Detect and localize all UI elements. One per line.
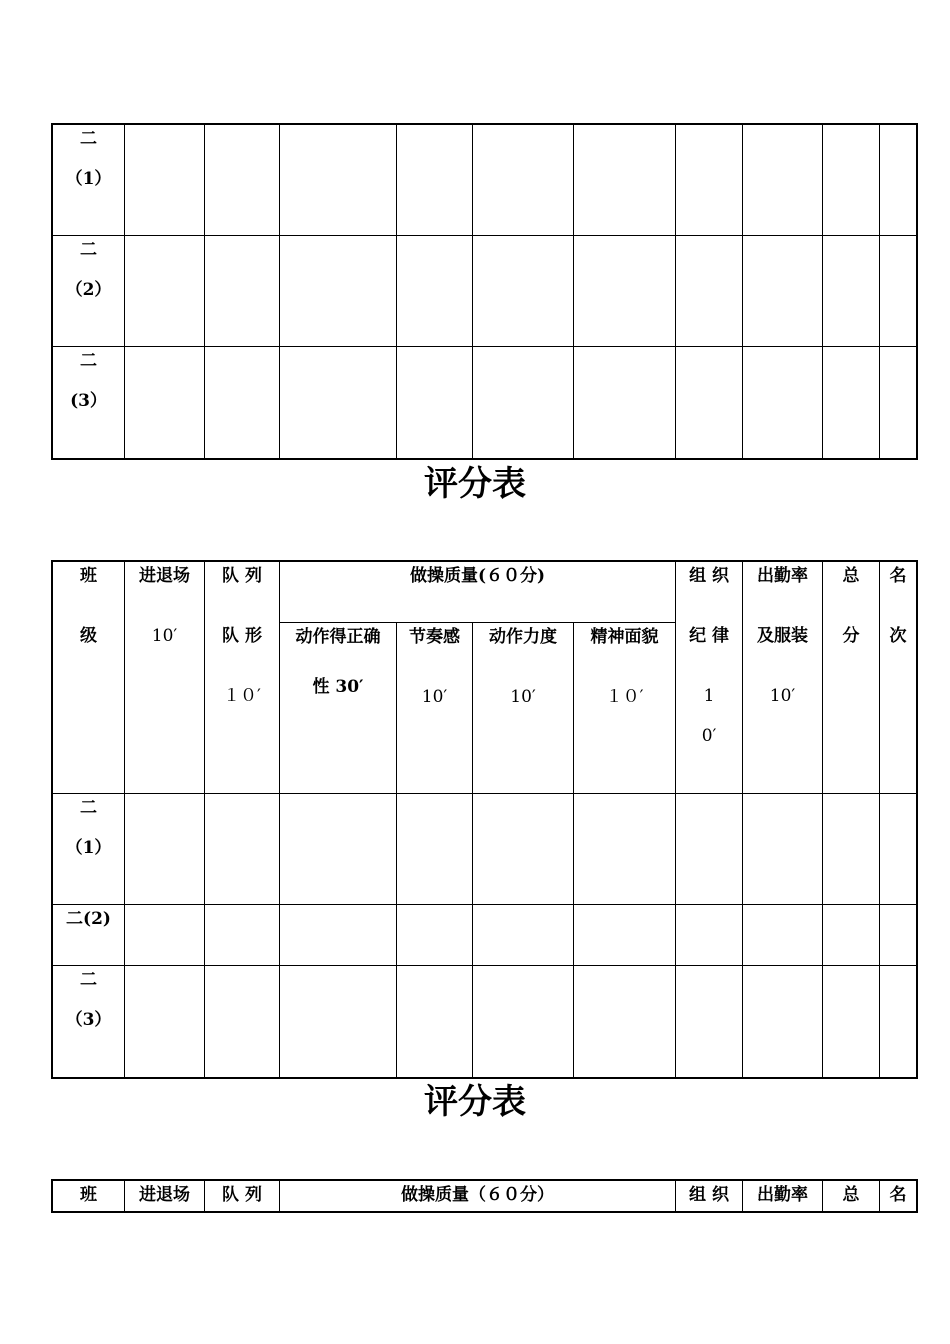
header-rank: 名 [880, 1181, 917, 1212]
score-cell[interactable] [823, 794, 880, 905]
score-cell[interactable] [743, 966, 823, 1078]
score-cell[interactable] [823, 236, 880, 347]
score-cell[interactable] [880, 236, 917, 347]
score-cell[interactable] [473, 794, 574, 905]
table-row [53, 125, 917, 236]
score-cell[interactable] [823, 966, 880, 1078]
score-cell[interactable] [823, 347, 880, 459]
table-header-row [53, 1181, 917, 1212]
table-header-row [53, 562, 917, 623]
score-cell[interactable] [574, 966, 676, 1078]
score-cell[interactable] [280, 794, 397, 905]
score-cell[interactable] [397, 905, 473, 966]
class-cell: 二 （1） [53, 794, 125, 905]
score-cell[interactable] [676, 905, 743, 966]
score-cell[interactable] [205, 125, 280, 236]
header-organization: 组 织 [676, 1181, 743, 1212]
score-cell[interactable] [880, 125, 917, 236]
score-cell[interactable] [880, 794, 917, 905]
score-cell[interactable] [676, 966, 743, 1078]
class-cell: 二 （3） [53, 966, 125, 1078]
score-cell[interactable] [743, 905, 823, 966]
score-table-3 [52, 1180, 917, 1212]
header-exercise-quality: 做操质量（６０分） [280, 1181, 676, 1212]
header-class: 班 [53, 1181, 125, 1212]
score-cell[interactable] [880, 905, 917, 966]
score-cell[interactable] [574, 905, 676, 966]
header-rhythm: 节奏感 10′ [397, 623, 473, 794]
score-cell[interactable] [676, 347, 743, 459]
score-cell[interactable] [880, 347, 917, 459]
score-cell[interactable] [676, 125, 743, 236]
score-cell[interactable] [823, 125, 880, 236]
score-cell[interactable] [397, 794, 473, 905]
header-entry-exit: 进退场 10′ [125, 562, 205, 794]
score-cell[interactable] [205, 794, 280, 905]
score-cell[interactable] [125, 966, 205, 1078]
header-rank: 名 次 [880, 562, 917, 794]
score-cell[interactable] [125, 125, 205, 236]
header-total: 总 分 [823, 562, 880, 794]
score-cell[interactable] [743, 236, 823, 347]
score-cell[interactable] [880, 966, 917, 1078]
header-formation: 队 列 队 形 １０′ [205, 562, 280, 794]
score-cell[interactable] [125, 905, 205, 966]
score-cell[interactable] [397, 966, 473, 1078]
score-cell[interactable] [397, 125, 473, 236]
score-cell[interactable] [280, 966, 397, 1078]
score-table-top [52, 124, 917, 459]
score-cell[interactable] [205, 966, 280, 1078]
score-cell[interactable] [743, 125, 823, 236]
score-cell[interactable] [574, 125, 676, 236]
class-cell: 二(2) [53, 905, 125, 966]
table-row [53, 905, 917, 966]
table-row [53, 966, 917, 1078]
table-row [53, 236, 917, 347]
score-cell[interactable] [397, 347, 473, 459]
page-title: 评分表 [424, 464, 526, 504]
class-cell: 二 （1） [53, 125, 125, 236]
table-row [53, 347, 917, 459]
header-spirit: 精神面貌 １０′ [574, 623, 676, 794]
score-cell[interactable] [280, 125, 397, 236]
score-cell[interactable] [473, 347, 574, 459]
score-cell[interactable] [125, 236, 205, 347]
score-cell[interactable] [205, 905, 280, 966]
score-cell[interactable] [823, 905, 880, 966]
header-accuracy: 动作得正确 性 30′ [280, 623, 397, 794]
header-exercise-quality: 做操质量(６０分) [280, 562, 676, 623]
score-cell[interactable] [473, 125, 574, 236]
page-title-2: 评分表 [424, 1082, 526, 1122]
table-row [53, 794, 917, 905]
score-cell[interactable] [743, 347, 823, 459]
score-cell[interactable] [574, 236, 676, 347]
header-class: 班 级 [53, 562, 125, 794]
class-cell: 二 （2） [53, 236, 125, 347]
score-cell[interactable] [280, 236, 397, 347]
score-cell[interactable] [473, 905, 574, 966]
header-strength: 动作力度 10′ [473, 623, 574, 794]
score-cell[interactable] [397, 236, 473, 347]
score-cell[interactable] [473, 236, 574, 347]
score-cell[interactable] [205, 347, 280, 459]
score-cell[interactable] [280, 347, 397, 459]
score-cell[interactable] [676, 794, 743, 905]
score-cell[interactable] [743, 794, 823, 905]
header-attendance: 出勤率 及服装 10′ [743, 562, 823, 794]
header-entry-exit: 进退场 [125, 1181, 205, 1212]
score-cell[interactable] [125, 347, 205, 459]
score-cell[interactable] [574, 347, 676, 459]
score-cell[interactable] [125, 794, 205, 905]
score-cell[interactable] [205, 236, 280, 347]
score-cell[interactable] [574, 794, 676, 905]
header-total: 总 [823, 1181, 880, 1212]
class-cell: 二 (3） [53, 347, 125, 459]
header-formation: 队 列 [205, 1181, 280, 1212]
score-cell[interactable] [676, 236, 743, 347]
score-cell[interactable] [473, 966, 574, 1078]
header-attendance: 出勤率 [743, 1181, 823, 1212]
score-table-2 [52, 561, 917, 1078]
header-organization: 组 织 纪 律 1 0′ [676, 562, 743, 794]
score-cell[interactable] [280, 905, 397, 966]
